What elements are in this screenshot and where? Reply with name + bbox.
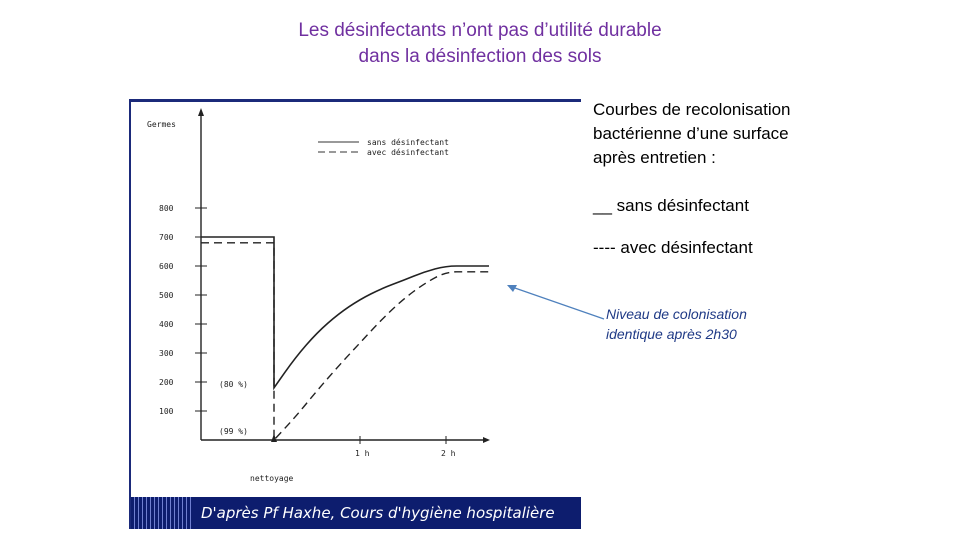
source-caption [131,497,581,529]
description-line-1: Courbes de recolonisation [593,100,791,119]
caption-text: D'après Pf Haxhe, Cours d'hygiène hospitalière [201,504,555,522]
series-line-avec-desinfectant [201,243,489,440]
legend-text-avec: ---- avec désinfectant [593,238,753,257]
note-line-2: identique après 2h30 [606,326,737,342]
x-tick-label: 1 h [355,449,370,458]
legend-entry-sans: sans désinfectant [367,138,449,147]
description-line-3: après entretien : [593,148,716,167]
y-tick-label: 100 [159,407,174,416]
annotation-80: (80 %) [219,380,248,389]
slide-title [0,18,960,70]
caption-stripes [131,497,191,529]
y-tick-label: 600 [159,262,174,271]
y-tick-label: 800 [159,204,174,213]
x-tick-label: 2 h [441,449,456,458]
annotation-99: (99 %) [219,427,248,436]
x-axis-label: nettoyage [250,474,294,483]
y-tick-label: 200 [159,378,174,387]
y-tick-label: 400 [159,320,174,329]
annotation-note [606,304,826,344]
chart-panel [129,99,581,529]
chart-legend [318,137,449,157]
title-line-1: Les désinfectants n’ont pas d’utilité durable [298,20,662,41]
legend-entry-avec: avec désinfectant [367,148,449,157]
title-line-2: dans la désinfection des sols [358,46,602,67]
note-line-1: Niveau de colonisation [606,306,747,322]
legend-text-sans: __ sans désinfectant [593,196,749,215]
y-tick-label: 300 [159,349,174,358]
series-line-sans-desinfectant [201,237,489,388]
x-axis-arrowhead [483,437,490,443]
y-tick-label: 500 [159,291,174,300]
description-block [593,98,853,260]
description-line-2: bactérienne d’une surface [593,124,789,143]
y-axis-label: Germes [147,120,176,129]
recolonisation-chart [131,102,581,498]
y-tick-label: 700 [159,233,174,242]
y-axis-arrowhead [198,108,204,116]
